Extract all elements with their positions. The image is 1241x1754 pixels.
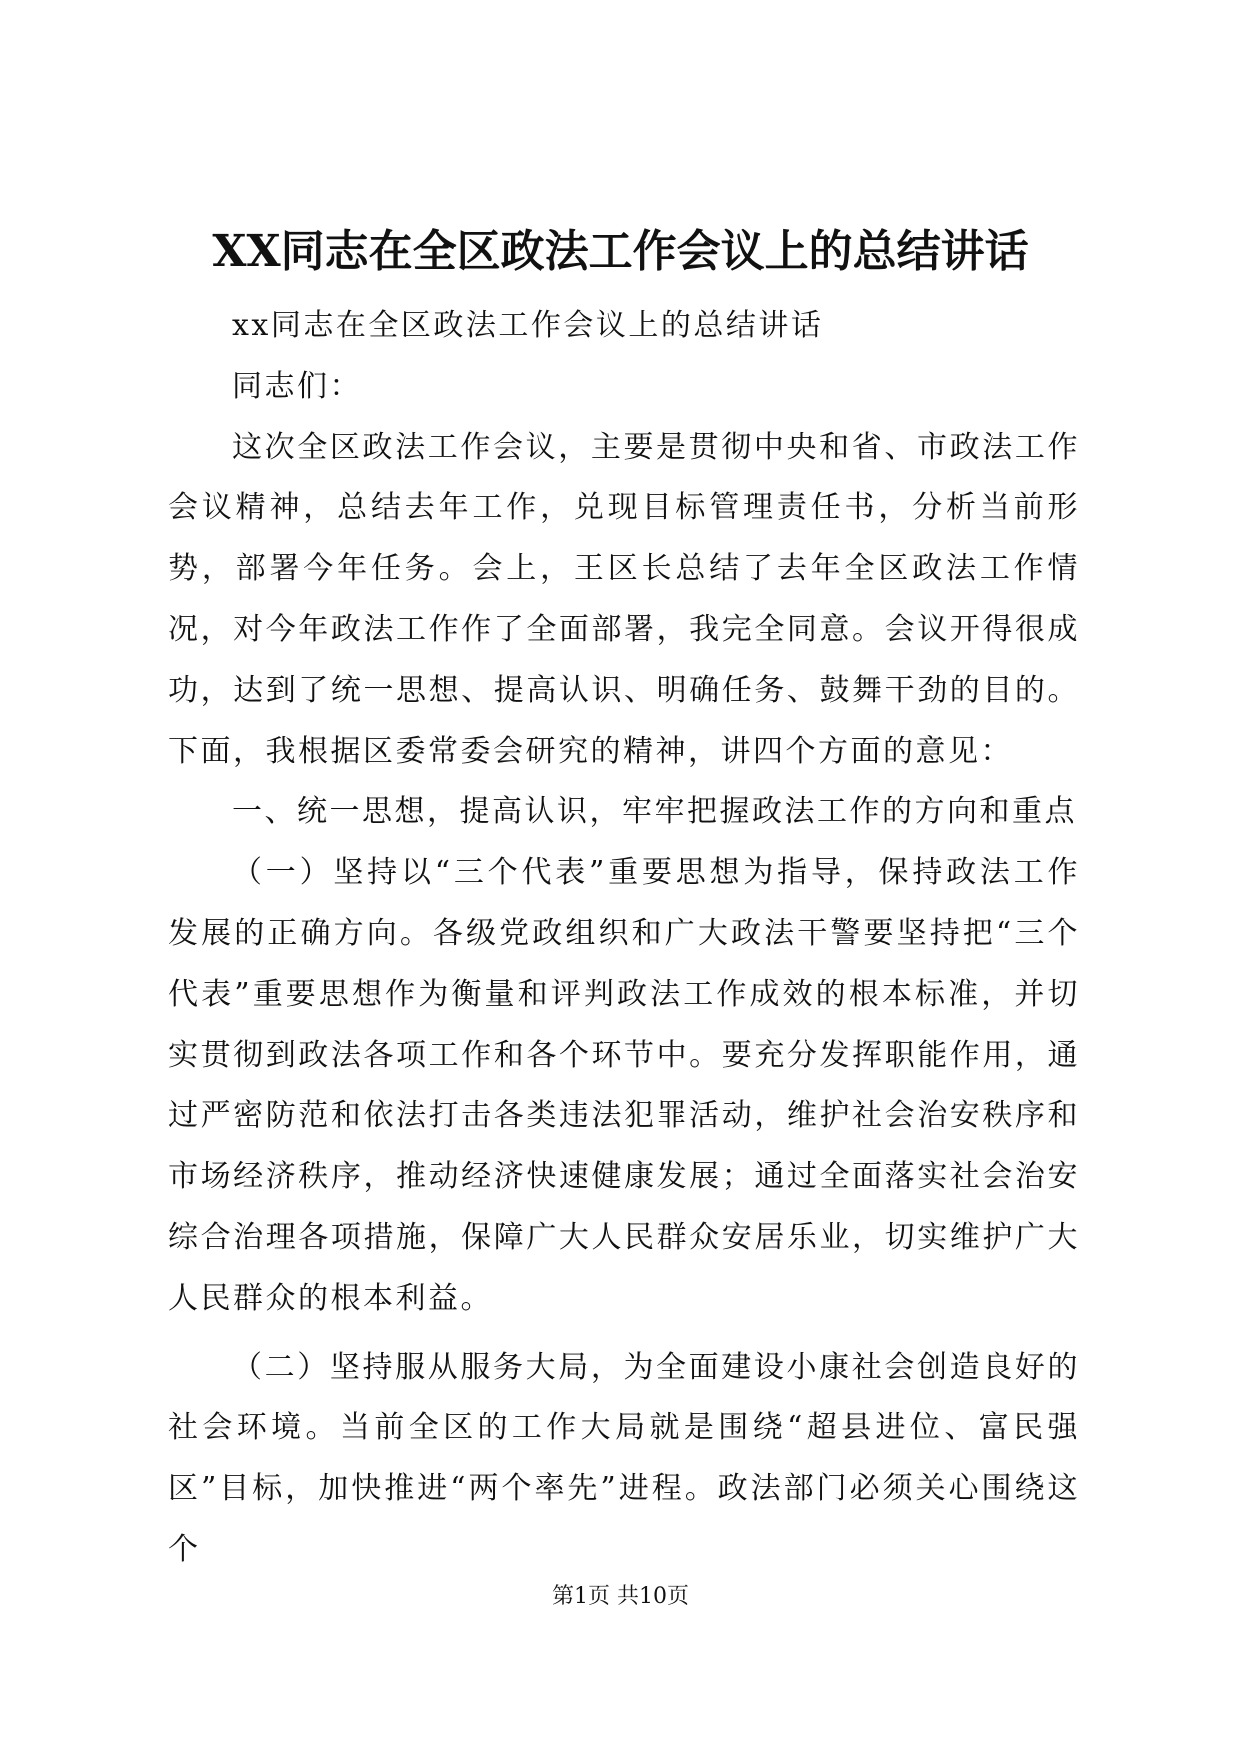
document-title: XX同志在全区政法工作会议上的总结讲话 <box>212 226 1029 277</box>
subtitle-paragraph: xx同志在全区政法工作会议上的总结讲话 <box>232 308 824 343</box>
salutation-paragraph: 同志们： <box>232 368 362 404</box>
section-heading-1: 一、统一思想，提高认识，牢牢把握政法工作的方向和重点 <box>232 794 1077 830</box>
intro-paragraph: 这次全区政法工作会议，主要是贯彻中央和省、市政法工作会议精神，总结去年工作，兑现目标管理责任书，分析当前形势，部署今年任务。会上，王区长总结了去年全区政法工作情况，对今年政法工作作了全面部署，我完全同意。会议开得很成功，达到了统一思想、提高认识、明确任务、鼓舞干劲的目的。下面，我根据区委常委会研究的精神，讲四个方面的意见： <box>168 429 1080 769</box>
document-body <box>168 296 1080 1581</box>
page-number-footer: 第1页 共10页 <box>552 1584 689 1609</box>
subsection-paragraph-1: （一）坚持以“三个代表”重要思想为指导，保持政法工作发展的正确方向。各级党政组织和广大政法干警要坚持把“三个代表”重要思想作为衡量和评判政法工作成效的根本标准，并切实贯彻到政法各项工作和各个环节中。要充分发挥职能作用，通过严密防范和依法打击各类违法犯罪活动，维护社会治安秩序和市场经济秩序，推动经济快速健康发展；通过全面落实社会治安综合治理各项措施，保障广大人民群众安居乐业，切实维护广大人民群众的根本利益。 <box>168 855 1080 1316</box>
subsection-paragraph-2: （二）坚持服从服务大局，为全面建设小康社会创造良好的社会环境。当前全区的工作大局就是围绕“超县进位、富民强区”目标，加快推进“两个率先”进程。政法部门必须关心围绕这个 <box>168 1349 1080 1567</box>
